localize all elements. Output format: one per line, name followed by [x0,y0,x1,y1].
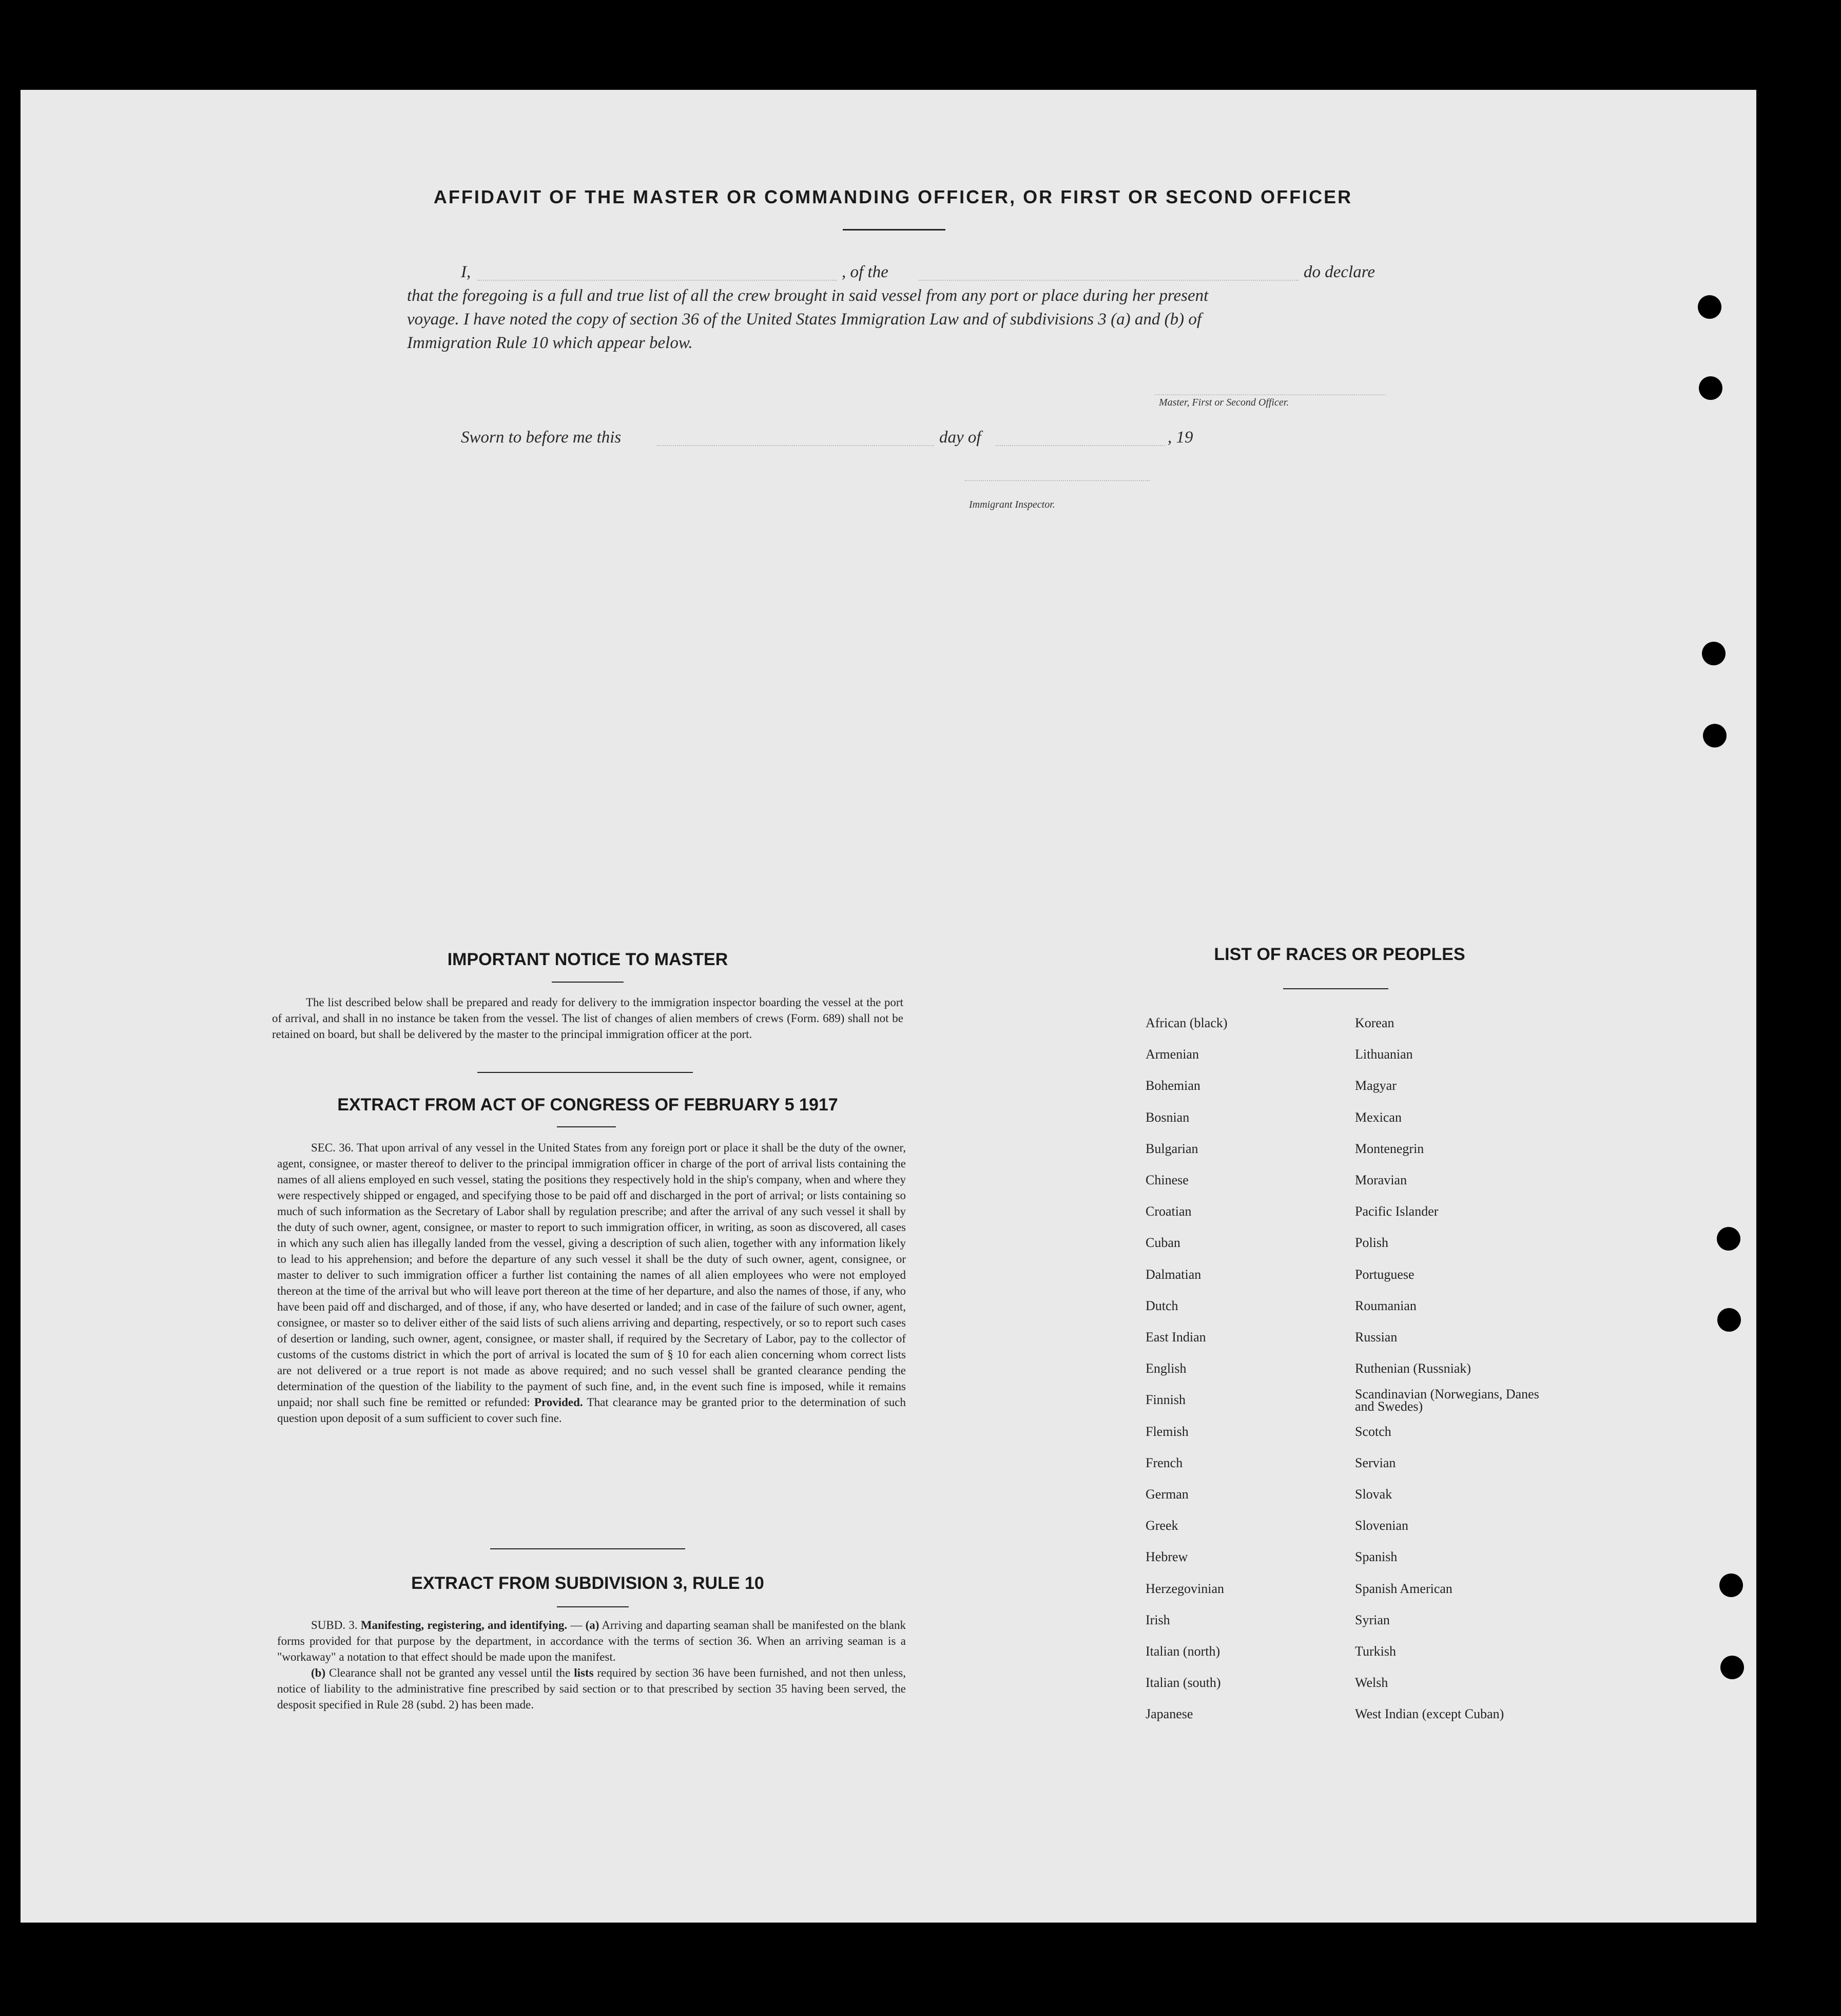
declaration-line-3: voyage. I have noted the copy of section 36 of the United States Immigration Law and of subdivisions 3 (a) and (b) of [407,310,1202,329]
punch-hole [1720,1656,1744,1679]
master-signature-line [1155,394,1386,395]
subd-b-paragraph [277,1665,906,1713]
race-item: Armenian [1146,1047,1199,1062]
races-title: LIST OF RACES OR PEOPLES [1214,945,1465,964]
notice-title: IMPORTANT NOTICE TO MASTER [447,950,728,969]
rule10-title-rule [557,1606,629,1607]
race-item: Korean [1355,1015,1394,1030]
punch-hole [1698,295,1721,319]
master-caption: Master, First or Second Officer. [1159,397,1289,408]
race-item: Slovenian [1355,1518,1408,1533]
race-item: Scotch [1355,1424,1391,1439]
declaration-line-2: that the foregoing is a full and true list of all the crew brought in said vessel from any port or place during her present [407,286,1209,305]
dash: — [567,1619,586,1631]
sec-36-text: SEC. 36. That upon arrival of any vessel in the United States from any foreign port or place it shall be the duty of the owner, agent, consignee, or master thereof to deliver to the principal immigration officer in charge of the port of arrival lists containing the names of all aliens employed en such vessel, stating the positions they respectively hold in the ship's company, when and where they were respectively shipped or engaged, and specifying those to be paid off and discharged in the port of arrival; or lists containing so much of such information as the Secretary of Labor shall by regulation prescribe; and after the arrival of any such vessel it shall by the duty of such owner, agent, consignee, or master to report to such immigration officer, in writing, as soon as discovered, all cases in which any such alien has illegally landed from the vessel, giving a description of such alien, together with any information likely to lead to his apprehension; and before the departure of any such vessel it shall be the duty of such owner, agent, consignee, or master to deliver to such immigration officer a further list containing the names of all alien employees who were not employed thereon at the time of the arrival but who will leave port thereon at the time of her departure, and also the names of those, if any, who have been paid off and discharged, and of those, if any, who have deserted or landed; and in case of the failure of such owner, agent, consignee, or master so to deliver either of the said lists of such aliens arriving and departing, respectively, or so to report such cases of desertion or landing, such owner, agent, consignee, or master shall, if required by the Secretary of Labor, pay to the collector of customs of the customs district in which the port of arrival is located the sum of § 10 for each alien concerning whom correct lists are not delivered or a true report is not made as above required; and no such vessel shall be granted clearance pending the determination of the question of the liability to the payment of such fine, and, in the event such fine is imposed, while it remains unpaid; nor shall such fine be remitted or refunded: [277,1141,906,1409]
race-item: Irish [1146,1612,1170,1627]
sworn-text: Sworn to before me this [461,428,622,447]
day-of-text: day of [939,428,981,447]
act-title-rule [557,1126,616,1127]
races-title-rule [1283,988,1388,989]
subd-b-text-2: required by section 36 have been furnished, and not then unless, notice of liability to the administrative fine prescribed by said section or to that prescribed by section 35 having been served, the desposit specified in Rule 28 (subd. 2) has been made. [277,1666,906,1711]
name-field-line [477,280,837,281]
subd-a-text: Arriving and daparting seaman shall be manifested on the blank forms provided for that purpose by the department, in accordance with the terms of section 36. When an arriving seaman is a "workaway" a notation to that effect should be made upon the manifest. [277,1619,906,1663]
race-item: Polish [1355,1235,1389,1250]
race-item: Roumanian [1355,1298,1417,1313]
race-item: African (black) [1146,1015,1228,1030]
act-title: EXTRACT FROM ACT OF CONGRESS OF FEBRUARY 5 1917 [337,1095,838,1115]
act-divider [490,1548,685,1549]
sec-36-paragraph [277,1140,906,1426]
subd-a-label: (a) [585,1619,599,1631]
race-item: Cuban [1146,1235,1180,1250]
subd-b-text-1: Clearance shall not be granted any vessel until the [329,1666,571,1679]
declaration-line-4: Immigration Rule 10 which appear below. [407,334,693,352]
race-item: Welsh [1355,1675,1388,1690]
punch-hole [1717,1227,1740,1251]
notice-divider [477,1072,693,1073]
race-item: Japanese [1146,1706,1193,1721]
race-item: Servian [1355,1455,1396,1470]
race-item: Russian [1355,1330,1398,1345]
sworn-day-line [657,445,934,446]
race-item: West Indian (except Cuban) [1355,1706,1504,1721]
provided-bold: Provided. [534,1396,583,1409]
notice-title-rule [552,982,624,983]
race-item: Montenegrin [1355,1141,1424,1156]
race-item: Spanish [1355,1549,1398,1564]
declaration-do-declare: do declare [1304,263,1375,281]
subd-label: SUBD. 3. [311,1619,358,1631]
race-item: Croatian [1146,1204,1192,1219]
race-item: Scandinavian (Norwegians, Danes and Swedes) [1355,1387,1539,1414]
race-item: Bulgarian [1146,1141,1198,1156]
title-rule [843,229,945,231]
race-item: Pacific Islander [1355,1204,1439,1219]
sec-36-tail: That clearance may be granted prior to the determination of such question upon deposit of a sum sufficient to cover such fine. [277,1396,906,1425]
rule10-title: EXTRACT FROM SUBDIVISION 3, RULE 10 [411,1573,764,1593]
race-item: Hebrew [1146,1549,1188,1564]
declaration-of-the: , of the [842,263,888,281]
race-item: French [1146,1455,1183,1470]
year-text: , 19 [1168,428,1193,447]
race-item: Ruthenian (Russniak) [1355,1361,1471,1376]
punch-hole [1717,1308,1741,1332]
race-item: Dalmatian [1146,1267,1202,1282]
punch-hole [1719,1573,1743,1597]
race-item: Italian (north) [1146,1644,1220,1659]
punch-hole [1703,724,1727,747]
manifesting-heading: Manifesting, registering, and identifying. [360,1619,568,1631]
notice-text [272,994,903,1042]
act-text [277,1140,906,1426]
race-item: Greek [1146,1518,1178,1533]
race-item: Mexican [1355,1110,1402,1125]
subd-a-paragraph [277,1617,906,1665]
race-item: Lithuanian [1355,1047,1413,1062]
race-item: Dutch [1146,1298,1178,1313]
subd-b-label: (b) [311,1666,326,1679]
race-item: East Indian [1146,1330,1206,1345]
punch-hole [1702,642,1726,665]
race-item: Spanish American [1355,1581,1452,1596]
race-item: Syrian [1355,1612,1390,1627]
race-item: Bohemian [1146,1078,1200,1093]
notice-paragraph: The list described below shall be prepared and ready for delivery to the immigration inspector boarding the vessel at the port of arrival, and shall in no instance be taken from the vessel. The list of changes of alien members of crews (Form. 689) shall not be retained on board, but shall be delivered by the master to the principal immigration officer at the port. [272,996,903,1041]
race-item: Herzegovinian [1146,1581,1225,1596]
race-item: Italian (south) [1146,1675,1221,1690]
race-item: Bosnian [1146,1110,1190,1125]
race-item: Magyar [1355,1078,1397,1093]
race-item: Turkish [1355,1644,1396,1659]
vessel-field-line [919,280,1299,281]
inspector-caption: Immigrant Inspector. [969,499,1055,510]
race-item: Portuguese [1355,1267,1414,1282]
rule10-text [277,1617,906,1713]
race-item: Finnish [1146,1392,1186,1407]
race-item: Chinese [1146,1173,1189,1187]
lists-bold: lists [574,1666,594,1679]
race-item: Moravian [1355,1173,1407,1187]
race-item: English [1146,1361,1187,1376]
race-item: Flemish [1146,1424,1189,1439]
punch-hole [1699,376,1722,400]
affidavit-title: AFFIDAVIT OF THE MASTER OR COMMANDING OFFICER, OR FIRST OR SECOND OFFICER [433,186,1353,207]
sworn-month-line [996,445,1165,446]
declaration-i: I, [461,263,471,281]
inspector-signature-line [965,480,1150,481]
race-item: German [1146,1487,1189,1502]
race-item: Slovak [1355,1487,1392,1502]
